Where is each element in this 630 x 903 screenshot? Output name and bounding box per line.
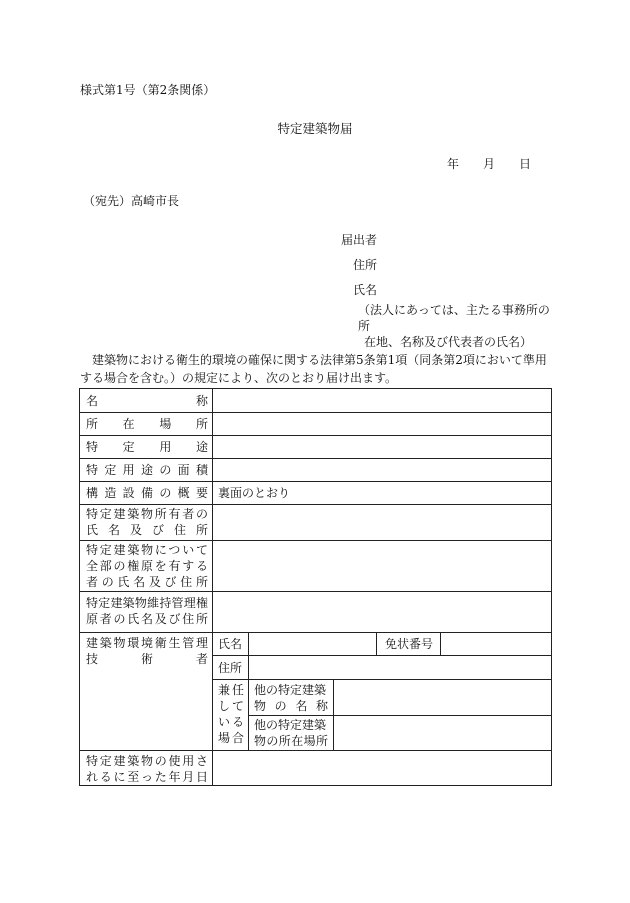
notification-table [79,388,552,786]
row-label-structure: 構造設備の概要 [86,486,208,500]
form-number: 様式第1号（第2条関係） [80,83,216,97]
date-year: 年 [447,157,460,171]
row-label-use: 特 定 用 途 [86,440,208,454]
addressee: （宛先）高崎市長 [83,194,180,208]
document-title: 特定建築物届 [277,121,353,136]
other-building-location-label: 他の特定建築 物の所在場所 [254,718,328,748]
engineer-address-label: 住所 [218,661,243,675]
notifier-address-label: 住所 [353,258,378,272]
engineer-license-label: 免状番号 [385,637,434,651]
concurrent-label: 兼任 して いる 場合 [218,683,244,745]
structure-value: 裏面のとおり [218,486,291,500]
intro-paragraph: 建築物における衛生的環境の確保に関する法律第5条第1項（同条第2項において準用する場合を含む。）の規定により、次のとおり届け出ます。 [80,353,547,385]
corporate-note-line2: 在地、名称及び代表者の氏名） [364,335,533,349]
date-month: 月 [483,157,496,171]
row-label-start-date: 特定建築物の使用さ れるに至った年月日 [86,754,208,784]
row-label-location: 所 在 場 所 [86,417,208,431]
row-label-maintenance-holder: 特定建築物維持管理権 原者の氏名及び住所 [86,596,208,626]
row-label-owner: 特定建築物所有者の 氏名及び住所 [86,507,208,537]
notifier-label: 届出者 [341,233,378,247]
date-day: 日 [519,157,532,171]
row-label-rights-holder: 特定建築物について 全部の権原を有する 者の氏名及び住所 [86,543,208,589]
row-label-engineer: 建築物環境衛生管理 技 術 者 [86,636,208,666]
notifier-name-label: 氏名 [353,283,378,297]
row-label-area: 特定用途の面積 [86,463,208,477]
corporate-note-line1: （法人にあっては、主たる事務所の所 [358,303,550,333]
corporate-note [358,302,558,350]
date-line [447,155,531,172]
engineer-name-label: 氏名 [218,637,243,651]
row-label-name: 名 称 [86,394,208,408]
other-building-name-label: 他の特定建築 物の名称 [254,683,328,713]
